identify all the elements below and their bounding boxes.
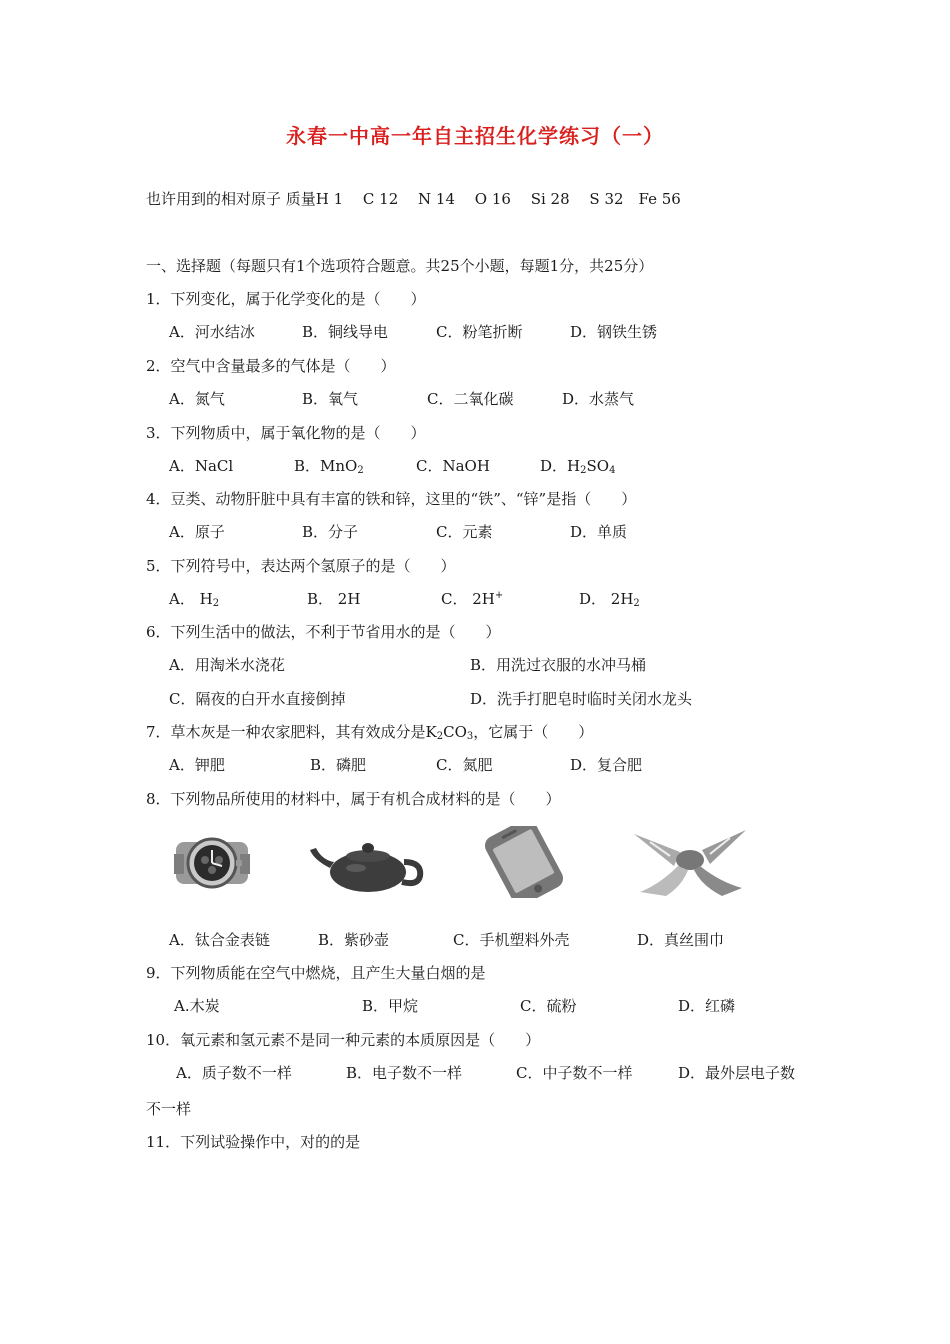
q7-option-c: C．氮肥: [436, 756, 493, 774]
q6-option-c: C．隔夜的白开水直接倒掉: [169, 690, 346, 708]
q6-option-a: A．用淘米水浇花: [169, 656, 285, 674]
silk-scarf-image: [630, 826, 750, 898]
q8-option-d: D．真丝围巾: [637, 931, 725, 949]
question-6-stem: 6．下列生活中的做法，不利于节省用水的是（ ）: [146, 623, 501, 641]
q2-option-c: C．二氧化碳: [427, 390, 514, 408]
q5-option-a-text: A． H: [169, 590, 213, 608]
q3-option-d-so: SO: [586, 457, 610, 475]
q7-stem-post: ，它属于（ ）: [473, 723, 594, 741]
q7-option-d: D．复合肥: [570, 756, 643, 774]
q2-option-b: B．氧气: [302, 390, 359, 408]
q1-option-d: D．钢铁生锈: [570, 323, 658, 341]
q9-option-a: A.木炭: [174, 997, 220, 1015]
subscript: 2: [212, 598, 220, 609]
q7-option-a: A．钾肥: [169, 756, 225, 774]
q9-option-d: D．红磷: [678, 997, 736, 1015]
question-4-stem: 4．豆类、动物肝脏中具有丰富的铁和锌，这里的“铁”、“锌”是指（ ）: [146, 490, 637, 508]
superscript: +: [494, 590, 504, 601]
question-2-stem: 2．空气中含量最多的气体是（ ）: [146, 357, 396, 375]
q5-option-b: B． 2H: [307, 590, 361, 608]
q1-option-a: A．河水结冰: [169, 323, 255, 341]
q2-option-d: D．水蒸气: [562, 390, 635, 408]
question-5-stem: 5．下列符号中，表达两个氢原子的是（ ）: [146, 557, 456, 575]
q4-option-a: A．原子: [169, 523, 225, 541]
q4-option-d: D．单质: [570, 523, 628, 541]
q5-option-c-text: C． 2H: [441, 590, 495, 608]
question-7-stem: [146, 722, 593, 742]
q3-option-a: A．NaCl: [169, 457, 234, 475]
question-11-stem: 11．下列试验操作中，对的的是: [146, 1133, 361, 1151]
subscript: 3: [466, 731, 474, 742]
question-8-stem: 8．下列物品所使用的材料中，属于有机合成材料的是（ ）: [146, 790, 561, 808]
q7-option-b: B．磷肥: [310, 756, 367, 774]
q10-option-d-wrap: 不一样: [146, 1100, 192, 1118]
q5-option-d: [579, 589, 640, 609]
q2-option-a: A．氮气: [169, 390, 225, 408]
atomic-masses-note: 也许用到的相对原子 质量H 1 C 12 N 14 O 16 Si 28 S 32 Fe 56: [146, 190, 681, 208]
subscript: 2: [357, 465, 364, 476]
q9-option-b: B．甲烷: [362, 997, 419, 1015]
subscript: 2: [580, 465, 587, 476]
q1-option-c: C．粉笔折断: [436, 323, 523, 341]
q6-option-d: D．洗手打肥皂时临时关闭水龙头: [470, 690, 693, 708]
watch-image: [170, 828, 254, 898]
q5-option-c: [441, 589, 503, 609]
phone-image: [472, 826, 576, 898]
q10-option-c: C．中子数不一样: [516, 1064, 633, 1082]
section-heading: 一、选择题（每题只有1个选项符合题意。共25个小题，每题1分，共25分）: [146, 257, 654, 275]
q3-option-d-text: D．H: [540, 457, 581, 475]
q7-stem-pre: 7．草木灰是一种农家肥料，其有效成分是K: [146, 723, 437, 741]
subscript: 2: [633, 598, 640, 609]
q10-option-b: B．电子数不一样: [346, 1064, 463, 1082]
q6-option-b: B．用洗过衣服的水冲马桶: [470, 656, 647, 674]
teapot-image: [308, 832, 424, 896]
q3-option-b-text: B．MnO: [294, 457, 358, 475]
q8-option-a: A．钛合金表链: [169, 931, 270, 949]
q8-option-b: B．紫砂壶: [318, 931, 390, 949]
question-10-stem: 10．氧元素和氢元素不是同一种元素的本质原因是（ ）: [146, 1031, 541, 1049]
q3-option-c: C．NaOH: [416, 457, 490, 475]
q1-option-b: B．铜线导电: [302, 323, 389, 341]
question-9-stem: 9．下列物质能在空气中燃烧，且产生大量白烟的是: [146, 964, 486, 982]
subscript: 2: [436, 731, 444, 742]
q3-option-b: [294, 456, 364, 476]
q5-option-d-text: D． 2H: [579, 590, 634, 608]
q4-option-c: C．元素: [436, 523, 493, 541]
q4-option-b: B．分子: [302, 523, 359, 541]
page-title: 永春一中高一年自主招生化学练习（一）: [286, 124, 664, 148]
q10-option-a: A．质子数不一样: [176, 1064, 292, 1082]
q10-option-d: D．最外层电子数: [678, 1064, 796, 1082]
q5-option-a: [169, 589, 219, 609]
subscript: 4: [609, 465, 616, 476]
q3-option-d: [540, 456, 615, 476]
question-3-stem: 3．下列物质中，属于氧化物的是（ ）: [146, 424, 426, 442]
q7-stem-mid: CO: [443, 723, 467, 741]
q8-option-c: C．手机塑料外壳: [453, 931, 570, 949]
q9-option-c: C．硫粉: [520, 997, 577, 1015]
question-1-stem: 1．下列变化，属于化学变化的是（ ）: [146, 290, 426, 308]
